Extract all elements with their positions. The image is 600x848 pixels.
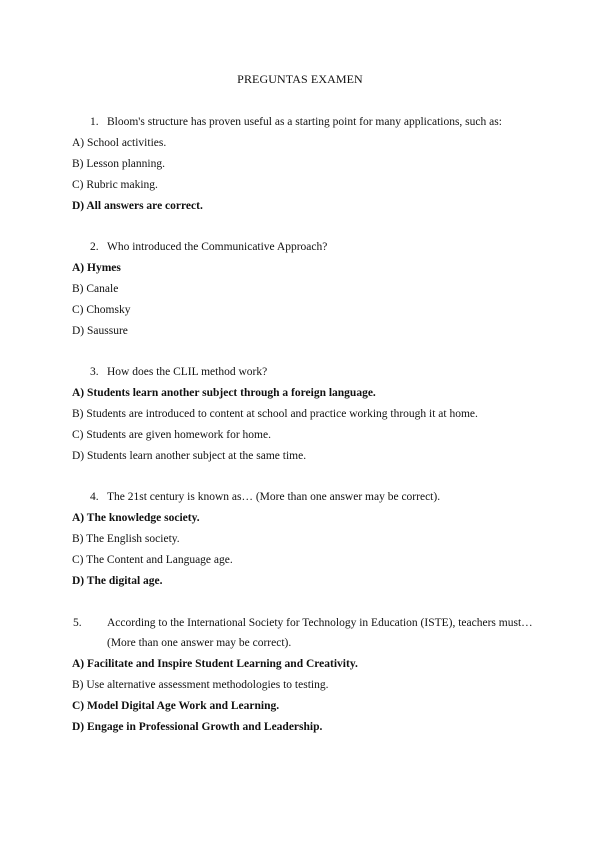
question-2-option-a: A) Hymes [72, 262, 121, 274]
question-5-option-a: A) Facilitate and Inspire Student Learning and Creativity. [72, 658, 358, 670]
question-text: Bloom's structure has proven useful as a starting point for many applications, such as: [107, 116, 502, 128]
question-text: The 21st century is known as… (More than one answer may be correct). [107, 491, 441, 503]
question-1-option-b: B) Lesson planning. [72, 158, 165, 170]
question-2-option-b: B) Canale [72, 283, 119, 295]
question-number: 5. [73, 617, 82, 629]
question-2 [90, 237, 540, 257]
question-5 [73, 613, 537, 653]
question-2-option-c: C) Chomsky [72, 304, 131, 316]
question-1-option-c: C) Rubric making. [72, 179, 158, 191]
question-1 [90, 112, 540, 132]
page-title: PREGUNTAS EXAMEN [237, 72, 363, 86]
question-number: 4. [90, 491, 99, 503]
question-text: According to the International Society for Technology in Education (ISTE), teachers must… (More than one answer may be correct). [107, 617, 533, 649]
question-3 [90, 362, 540, 382]
question-3-option-c: C) Students are given homework for home. [72, 429, 271, 441]
question-5-option-b: B) Use alternative assessment methodologies to testing. [72, 679, 329, 691]
question-4-option-b: B) The English society. [72, 533, 180, 545]
question-text: Who introduced the Communicative Approach? [107, 241, 328, 253]
question-3-option-b: B) Students are introduced to content at school and practice working through it at home. [72, 408, 478, 420]
question-5-option-d: D) Engage in Professional Growth and Leadership. [72, 721, 323, 733]
question-2-option-d: D) Saussure [72, 325, 128, 337]
question-text: How does the CLIL method work? [107, 366, 268, 378]
question-4-option-a: A) The knowledge society. [72, 512, 200, 524]
question-4 [90, 487, 540, 507]
question-1-option-d: D) All answers are correct. [72, 200, 203, 212]
question-number: 2. [90, 241, 99, 253]
question-number: 1. [90, 116, 99, 128]
question-number: 3. [90, 366, 99, 378]
question-3-option-d: D) Students learn another subject at the same time. [72, 450, 307, 462]
question-4-option-c: C) The Content and Language age. [72, 554, 233, 566]
question-1-option-a: A) School activities. [72, 137, 167, 149]
question-3-option-a: A) Students learn another subject through a foreign language. [72, 387, 376, 399]
question-4-option-d: D) The digital age. [72, 575, 163, 587]
question-5-option-c: C) Model Digital Age Work and Learning. [72, 700, 280, 712]
